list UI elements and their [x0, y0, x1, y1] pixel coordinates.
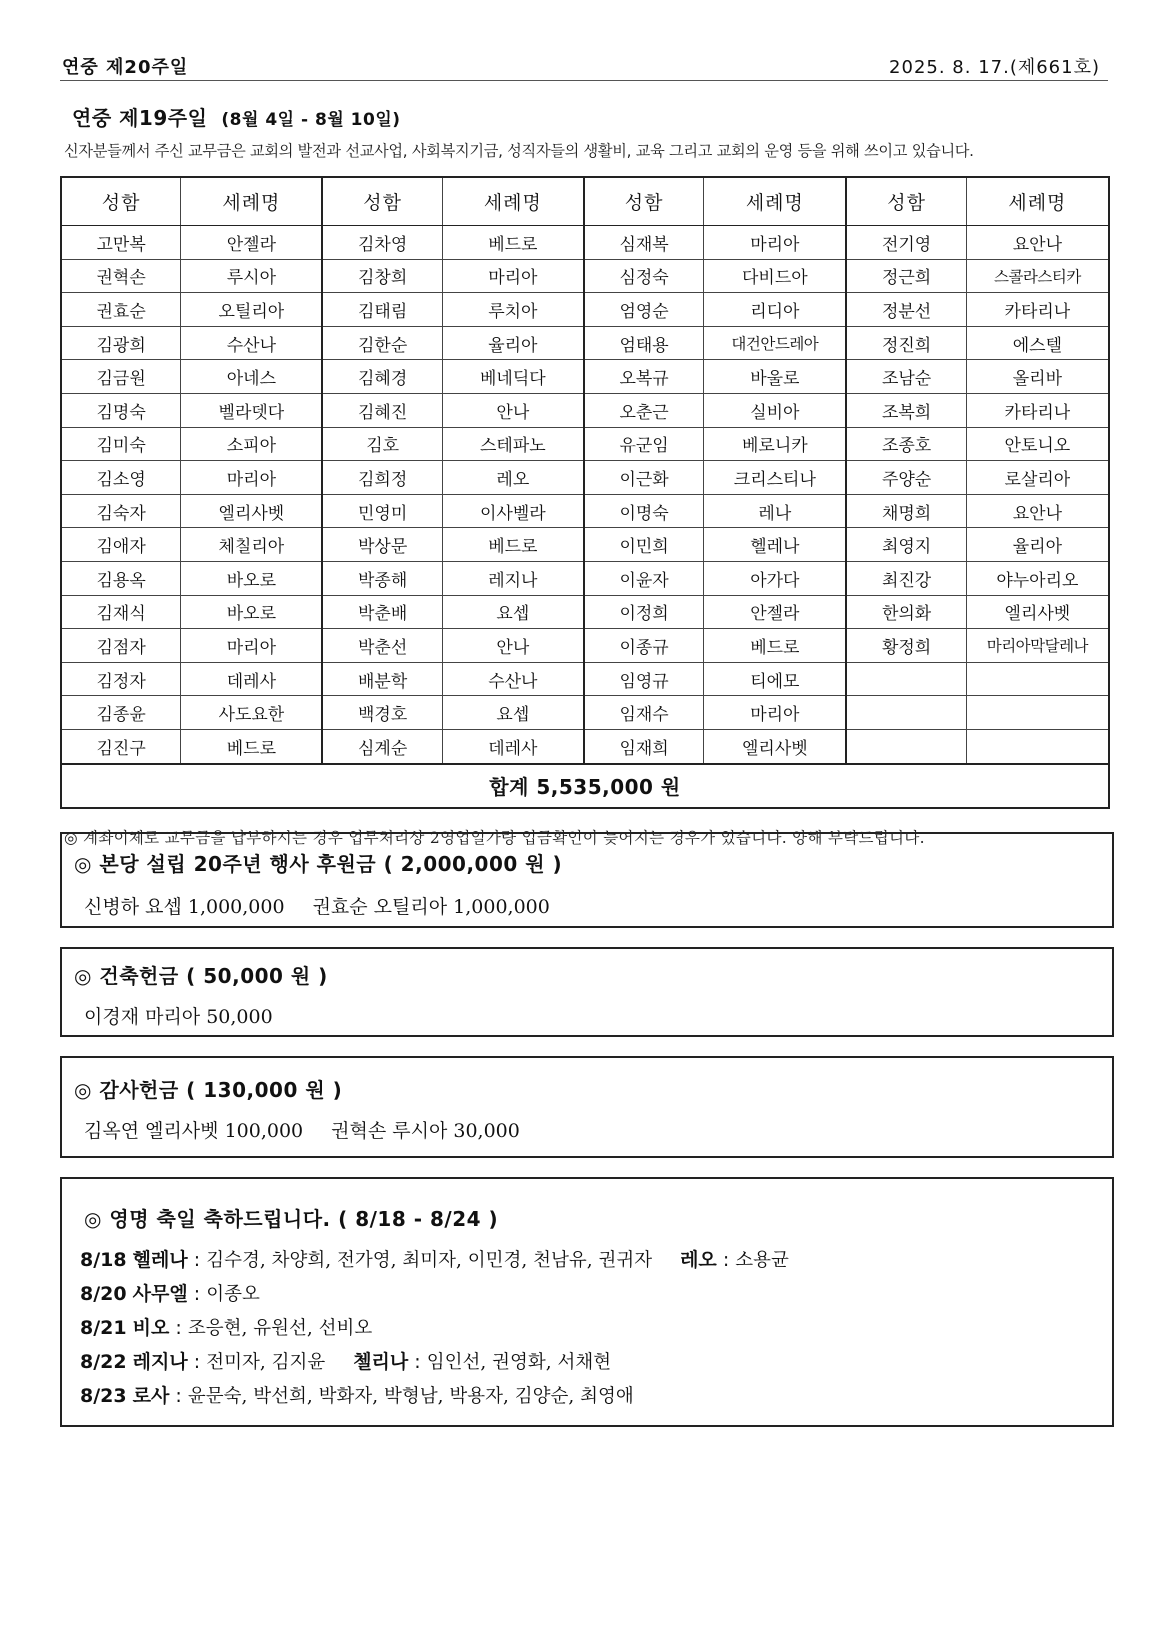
member-name-cell: 이근화 — [584, 461, 704, 495]
transfer-notice: ◎ 계좌이체로 교무금을 납부하시는 경우 업무처리상 2영업일가량 입금확인이 늦어지는 경우가 있습니다. 양해 부탁드립니다. — [64, 829, 925, 847]
member-name-cell: 최영지 — [846, 528, 966, 562]
member-name-cell: 백경호 — [322, 696, 442, 730]
member-name-cell: 조복희 — [846, 393, 966, 427]
member-name-cell: 이윤자 — [584, 561, 704, 595]
member-name-cell: 조종호 — [846, 427, 966, 461]
offering-total: 합계 5,535,000 원 — [61, 764, 1109, 808]
col-header-name: 성함 — [584, 177, 704, 226]
thanks-donation-title: ◎ 감사헌금 ( 130,000 원 ) — [74, 1078, 343, 1102]
member-name-cell: 김점자 — [61, 629, 181, 663]
baptismal-name-cell: 요셉 — [442, 595, 584, 629]
member-name-cell: 박춘선 — [322, 629, 442, 663]
member-name-cell: 이정희 — [584, 595, 704, 629]
offering-title: 연중 제19주일 — [72, 106, 208, 130]
member-name-cell: 심재복 — [584, 226, 704, 260]
feast-row: 8/20 사무엘 : 이종오 — [80, 1283, 260, 1305]
member-name-cell: 김희정 — [322, 461, 442, 495]
baptismal-name-cell: 데레사 — [442, 729, 584, 763]
baptismal-name-cell — [966, 662, 1109, 696]
member-name-cell: 김태림 — [322, 293, 442, 327]
donor-amount: 30,000 — [453, 1120, 520, 1142]
baptismal-name-cell: 카타리나 — [966, 393, 1109, 427]
col-header-name: 성함 — [322, 177, 442, 226]
member-name-cell: 심계순 — [322, 729, 442, 763]
member-name-cell: 김혜진 — [322, 393, 442, 427]
table-row — [61, 360, 1109, 394]
member-name-cell: 김용옥 — [61, 561, 181, 595]
baptismal-name-cell: 베네딕다 — [442, 360, 584, 394]
baptismal-name-cell: 다비드아 — [704, 259, 847, 293]
baptismal-name-cell: 마리아 — [704, 226, 847, 260]
member-name-cell: 박상문 — [322, 528, 442, 562]
member-name-cell: 주양순 — [846, 461, 966, 495]
baptismal-name-cell — [966, 729, 1109, 763]
member-name-cell: 정진희 — [846, 326, 966, 360]
member-name-cell: 김혜경 — [322, 360, 442, 394]
table-header-row — [61, 177, 1109, 226]
member-name-cell: 김종윤 — [61, 696, 181, 730]
baptismal-name-cell: 안젤라 — [181, 226, 323, 260]
building-donation-box — [60, 947, 1114, 1037]
donor-amount: 50,000 — [206, 1006, 273, 1028]
table-row — [61, 595, 1109, 629]
baptismal-name-cell: 체칠리아 — [181, 528, 323, 562]
celebrant-names: 전미자, 김지윤 — [206, 1352, 326, 1373]
feast-row: 8/22 레지나 : 전미자, 김지윤 첼리나 : 임인선, 권영화, 서채현 — [80, 1351, 612, 1373]
member-name-cell: 권효순 — [61, 293, 181, 327]
member-name-cell: 배분학 — [322, 662, 442, 696]
baptismal-name-cell: 크리스티나 — [704, 461, 847, 495]
member-name-cell: 오복규 — [584, 360, 704, 394]
col-header-baptism: 세례명 — [181, 177, 323, 226]
table-row — [61, 226, 1109, 260]
baptismal-name-cell: 마리아 — [704, 696, 847, 730]
saint-name: 사무엘 — [132, 1283, 188, 1305]
member-name-cell — [846, 696, 966, 730]
table-row — [61, 729, 1109, 763]
member-name-cell: 황정희 — [846, 629, 966, 663]
saint-name: 헬레나 — [132, 1249, 188, 1271]
table-row — [61, 662, 1109, 696]
member-name-cell: 김재식 — [61, 595, 181, 629]
feast-row: 8/18 헬레나 : 김수경, 차양희, 전가영, 최미자, 이민경, 천남유, 권귀자 레오 : 소용균 — [80, 1249, 789, 1271]
member-name-cell: 오춘근 — [584, 393, 704, 427]
donor-amount: 1,000,000 — [453, 896, 550, 918]
header-date-issue: 2025. 8. 17.(제661호) — [889, 57, 1100, 78]
offering-description: 신자분들께서 주신 교무금은 교회의 발전과 선교사업, 사회복지기금, 성직자들의 생활비, 교육 그리고 교회의 운영 등을 위해 쓰이고 있습니다. — [64, 142, 974, 160]
baptismal-name-cell: 베드로 — [442, 528, 584, 562]
baptismal-name-cell — [966, 696, 1109, 730]
baptismal-name-cell: 올리바 — [966, 360, 1109, 394]
member-name-cell: 이종규 — [584, 629, 704, 663]
table-row — [61, 393, 1109, 427]
baptismal-name-cell: 야누아리오 — [966, 561, 1109, 595]
member-name-cell: 김명숙 — [61, 393, 181, 427]
baptismal-name-cell: 수산나 — [181, 326, 323, 360]
table-row — [61, 561, 1109, 595]
col-header-name: 성함 — [61, 177, 181, 226]
donor-name: 이경재 마리아 — [84, 1006, 201, 1028]
member-name-cell: 한의화 — [846, 595, 966, 629]
anniversary-donors — [84, 892, 550, 919]
building-donors — [84, 1002, 273, 1029]
baptismal-name-cell: 이사벨라 — [442, 494, 584, 528]
member-name-cell: 엄영순 — [584, 293, 704, 327]
saint-name: 레지나 — [132, 1351, 188, 1373]
donor-amount: 100,000 — [224, 1120, 304, 1142]
member-name-cell: 권혁손 — [61, 259, 181, 293]
baptismal-name-cell: 오틸리아 — [181, 293, 323, 327]
member-name-cell: 전기영 — [846, 226, 966, 260]
member-name-cell: 김차영 — [322, 226, 442, 260]
table-row — [61, 293, 1109, 327]
baptismal-name-cell: 레지나 — [442, 561, 584, 595]
page-header — [60, 50, 1108, 81]
member-name-cell: 민영미 — [322, 494, 442, 528]
baptismal-name-cell: 벨라뎃다 — [181, 393, 323, 427]
baptismal-name-cell: 마리아막달레나 — [966, 629, 1109, 663]
col-header-name: 성함 — [846, 177, 966, 226]
member-name-cell: 고만복 — [61, 226, 181, 260]
member-name-cell: 김한순 — [322, 326, 442, 360]
table-row — [61, 259, 1109, 293]
table-row — [61, 696, 1109, 730]
table-row — [61, 461, 1109, 495]
baptismal-name-cell: 바오로 — [181, 595, 323, 629]
saint-name: 로사 — [132, 1385, 170, 1407]
baptismal-name-cell: 리디아 — [704, 293, 847, 327]
member-name-cell: 김금원 — [61, 360, 181, 394]
member-name-cell: 이명숙 — [584, 494, 704, 528]
member-name-cell: 심정숙 — [584, 259, 704, 293]
member-name-cell: 김광희 — [61, 326, 181, 360]
offering-section-title — [72, 102, 401, 131]
baptismal-name-cell: 엘리사벳 — [181, 494, 323, 528]
baptismal-name-cell: 아가다 — [704, 561, 847, 595]
baptismal-name-cell: 대건안드레아 — [704, 326, 847, 360]
baptismal-name-cell: 요안나 — [966, 226, 1109, 260]
building-donation-title: ◎ 건축헌금 ( 50,000 원 ) — [74, 964, 328, 988]
offering-period: (8월 4일 - 8월 10일) — [221, 110, 401, 130]
baptismal-name-cell: 레오 — [442, 461, 584, 495]
header-liturgical-week: 연중 제20주일 — [62, 57, 189, 78]
baptismal-name-cell: 안토니오 — [966, 427, 1109, 461]
baptismal-name-cell: 안나 — [442, 393, 584, 427]
member-name-cell: 정근희 — [846, 259, 966, 293]
member-name-cell: 박종해 — [322, 561, 442, 595]
baptismal-name-cell: 요안나 — [966, 494, 1109, 528]
member-name-cell: 김애자 — [61, 528, 181, 562]
baptismal-name-cell: 아네스 — [181, 360, 323, 394]
baptismal-name-cell: 율리아 — [442, 326, 584, 360]
baptismal-name-cell: 수산나 — [442, 662, 584, 696]
baptismal-name-cell: 티에모 — [704, 662, 847, 696]
baptismal-name-cell: 베드로 — [442, 226, 584, 260]
member-name-cell: 박춘배 — [322, 595, 442, 629]
member-name-cell: 조남순 — [846, 360, 966, 394]
donor-name: 김옥연 엘리사벳 — [84, 1120, 219, 1142]
member-name-cell: 채명희 — [846, 494, 966, 528]
offering-table — [60, 176, 1110, 809]
baptismal-name-cell: 루시아 — [181, 259, 323, 293]
baptismal-name-cell: 마리아 — [442, 259, 584, 293]
baptismal-name-cell: 로살리아 — [966, 461, 1109, 495]
baptismal-name-cell: 스콜라스티카 — [966, 259, 1109, 293]
baptismal-name-cell: 베로니카 — [704, 427, 847, 461]
table-row — [61, 326, 1109, 360]
donor-amount: 1,000,000 — [187, 896, 285, 918]
baptismal-name-cell: 에스텔 — [966, 326, 1109, 360]
saint-name: 레오 — [680, 1249, 717, 1271]
baptismal-name-cell: 실비아 — [704, 393, 847, 427]
total-row — [61, 764, 1109, 808]
baptismal-name-cell: 데레사 — [181, 662, 323, 696]
baptismal-name-cell: 소피아 — [181, 427, 323, 461]
feast-day-box — [60, 1177, 1114, 1427]
donor-name: 권효순 오틸리아 — [312, 896, 448, 918]
member-name-cell — [846, 729, 966, 763]
member-name-cell: 임영규 — [584, 662, 704, 696]
table-row — [61, 528, 1109, 562]
celebrant-names: 윤문숙, 박선희, 박화자, 박형남, 박용자, 김양순, 최영애 — [187, 1386, 634, 1407]
baptismal-name-cell: 바오로 — [181, 561, 323, 595]
donor-name: 신병하 요셉 — [84, 896, 182, 918]
celebrant-names: 김수경, 차양희, 전가영, 최미자, 이민경, 천남유, 권귀자 — [206, 1250, 653, 1271]
baptismal-name-cell: 요셉 — [442, 696, 584, 730]
member-name-cell: 최진강 — [846, 561, 966, 595]
donor-name: 권혁손 루시아 — [331, 1120, 448, 1142]
baptismal-name-cell: 레나 — [704, 494, 847, 528]
member-name-cell: 김숙자 — [61, 494, 181, 528]
member-name-cell: 김창희 — [322, 259, 442, 293]
baptismal-name-cell: 베드로 — [704, 629, 847, 663]
member-name-cell — [846, 662, 966, 696]
member-name-cell: 이민희 — [584, 528, 704, 562]
member-name-cell: 김미숙 — [61, 427, 181, 461]
member-name-cell: 김호 — [322, 427, 442, 461]
anniversary-donation-title: ◎ 본당 설립 20주년 행사 후원금 ( 2,000,000 원 ) — [74, 852, 563, 876]
member-name-cell: 김진구 — [61, 729, 181, 763]
feast-row: 8/23 로사 : 윤문숙, 박선희, 박화자, 박형남, 박용자, 김양순, 최영애 — [80, 1385, 634, 1407]
baptismal-name-cell: 마리아 — [181, 629, 323, 663]
baptismal-name-cell: 루치아 — [442, 293, 584, 327]
saint-name: 첼리나 — [353, 1351, 409, 1373]
baptismal-name-cell: 안나 — [442, 629, 584, 663]
celebrant-names: 임인선, 권영화, 서채현 — [426, 1352, 612, 1373]
thanks-donors — [84, 1116, 520, 1143]
member-name-cell: 임재수 — [584, 696, 704, 730]
celebrant-names: 조응현, 유원선, 선비오 — [187, 1318, 373, 1339]
celebrant-names: 소용균 — [735, 1250, 789, 1271]
baptismal-name-cell: 카타리나 — [966, 293, 1109, 327]
feast-day-title: ◎ 영명 축일 축하드립니다. ( 8/18 - 8/24 ) — [84, 1207, 499, 1231]
baptismal-name-cell: 베드로 — [181, 729, 323, 763]
member-name-cell: 유군임 — [584, 427, 704, 461]
col-header-baptism: 세례명 — [704, 177, 847, 226]
baptismal-name-cell: 사도요한 — [181, 696, 323, 730]
member-name-cell: 김소영 — [61, 461, 181, 495]
col-header-baptism: 세례명 — [966, 177, 1109, 226]
col-header-baptism: 세례명 — [442, 177, 584, 226]
baptismal-name-cell: 스테파노 — [442, 427, 584, 461]
baptismal-name-cell: 헬레나 — [704, 528, 847, 562]
member-name-cell: 김정자 — [61, 662, 181, 696]
thanks-donation-box — [60, 1056, 1114, 1158]
baptismal-name-cell: 바울로 — [704, 360, 847, 394]
member-name-cell: 엄태용 — [584, 326, 704, 360]
table-row — [61, 494, 1109, 528]
baptismal-name-cell: 마리아 — [181, 461, 323, 495]
saint-name: 비오 — [132, 1317, 170, 1339]
baptismal-name-cell: 엘리사벳 — [966, 595, 1109, 629]
member-name-cell: 정분선 — [846, 293, 966, 327]
celebrant-names: 이종오 — [206, 1284, 260, 1305]
table-row — [61, 427, 1109, 461]
baptismal-name-cell: 안젤라 — [704, 595, 847, 629]
table-row — [61, 629, 1109, 663]
member-name-cell: 임재희 — [584, 729, 704, 763]
feast-row: 8/21 비오 : 조응현, 유원선, 선비오 — [80, 1317, 373, 1339]
baptismal-name-cell: 엘리사벳 — [704, 729, 847, 763]
baptismal-name-cell: 율리아 — [966, 528, 1109, 562]
anniversary-donation-box — [60, 832, 1114, 928]
